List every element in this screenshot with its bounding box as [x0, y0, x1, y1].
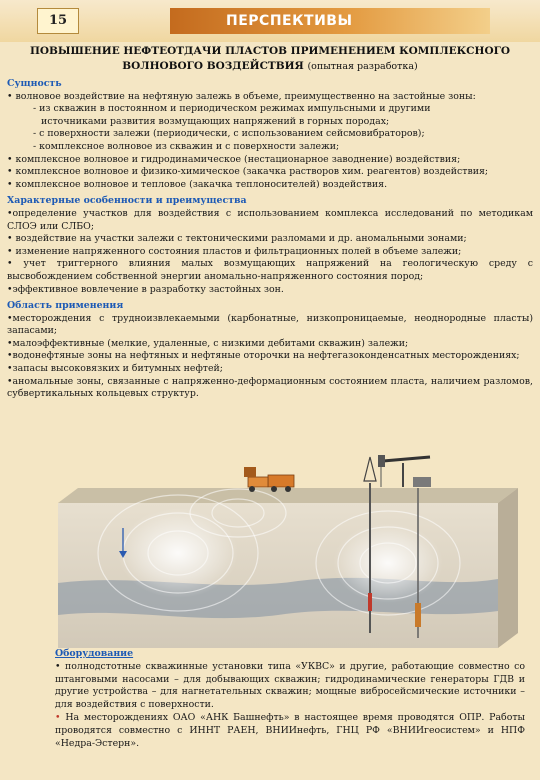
pump-jack	[378, 455, 431, 487]
features-item: • учет триггерного влияния малых возмущающих напряжений на геологическую среду с высвобождением собственной энергии аномально-напряженного состояния пород;	[7, 258, 533, 282]
title-line-1: ПОВЫШЕНИЕ НЕФТЕОТДАЧИ ПЛАСТОВ ПРИМЕНЕНИЕМ КОМПЛЕКСНОГО	[30, 45, 510, 57]
fields-paragraph	[55, 712, 525, 750]
application-item: •месторождения с трудноизвлекаемыми (карбонатные, низкопроницаемые, неоднородные пласты) запасами;	[7, 312, 533, 337]
fields-text: На месторождениях ОАО «АНК Башнефть» в настоящее время проводятся ОПР. Работы проводятся совместно с ИННТ РАЕН, ВНИИнефть, ГНЦ РФ «ВНИИгеосистем» и НПФ «Недра-Эстерн».	[55, 711, 525, 749]
essence-item: • комплексное волновое и тепловое (закачка теплоносителей) воздействия.	[7, 178, 388, 190]
application-item: •водонефтяные зоны на нефтяных и нефтяные оторочки на нефтегазоконденсатных месторождениях;	[7, 350, 520, 362]
equipment-heading: Оборудование	[55, 648, 134, 659]
title-line-2-sub: (опытная разработка)	[307, 61, 418, 72]
application-item: •аномальные зоны, связанные с напряженно-деформационным состоянием пласта, наличием разломов, субвертикальных кольцевых структур.	[7, 375, 533, 400]
page-title	[0, 44, 540, 74]
ground-side	[498, 488, 518, 648]
features-item: •определение участков для воздействия с использованием комплекса исследований по методикам СЛОЭ или СЛБО;	[7, 207, 533, 232]
essence-item: • комплексное волновое и гидродинамическое (нестационарное заводнение) воздействия;	[7, 153, 461, 165]
essence-item: • комплексное волновое и физико-химическое (закачка растворов хим. реагентов) воздействия;	[7, 166, 489, 178]
application-item: •запасы высоковязких и битумных нефтей;	[7, 363, 223, 375]
equipment-text: • полнодстотные скважинные установки типа «УКВС» и другие, работающие совместно со штанговыми насосами – для добывающих скважин; гидродинамические генераторы ГДВ и другие устройства – для нагнетательных скважин; мощные вибросейсмические источники – для воздействия с поверхности.	[55, 660, 525, 711]
essence-item: - из скважин в постоянном и периодическом режимах импульсными и другими	[33, 103, 431, 115]
wave-stimulation-diagram	[58, 443, 518, 648]
essence-item: - комплексное волновое из скважин и с поверхности залежи;	[33, 140, 340, 152]
section-title: ПЕРСПЕКТИВЫ	[170, 8, 490, 34]
wave-glow	[333, 523, 443, 603]
features-heading: Характерные особенности и преимущества	[7, 195, 247, 207]
main-content	[7, 76, 533, 401]
diagram-svg	[58, 443, 518, 648]
application-item: •малоэффективные (мелкие, удаленные, с низкими дебитами скважин) залежи;	[7, 337, 409, 349]
title-line-2-main: ВОЛНОВОГО ВОЗДЕЙСТВИЯ	[122, 60, 304, 72]
bullet-icon: •	[55, 711, 61, 723]
equipment-section	[55, 648, 525, 750]
page-number: 15	[37, 8, 79, 34]
features-item: •эффективное вовлечение в разработку застойных зон.	[7, 283, 284, 295]
essence-item: источниками развития возмущающих напряжений в горных породах;	[41, 115, 390, 127]
features-item: • воздействие на участки залежи с тектоническими разломами и др. аномальными зонами;	[7, 233, 467, 245]
title-line-2	[0, 59, 540, 74]
features-item: • изменение напряженного состояния пластов и фильтрационных полей в объеме залежи;	[7, 245, 462, 257]
page-header	[0, 0, 540, 42]
wave-glow	[118, 508, 238, 598]
application-heading: Область применения	[7, 300, 124, 312]
essence-item: - с поверхности залежи (периодически, с использованием сейсмовибраторов);	[33, 128, 425, 140]
essence-heading: Сущность	[7, 78, 62, 89]
essence-item: • волновое воздействие на нефтяную залежь в объеме, преимущественно на застойные зоны:	[7, 90, 476, 102]
